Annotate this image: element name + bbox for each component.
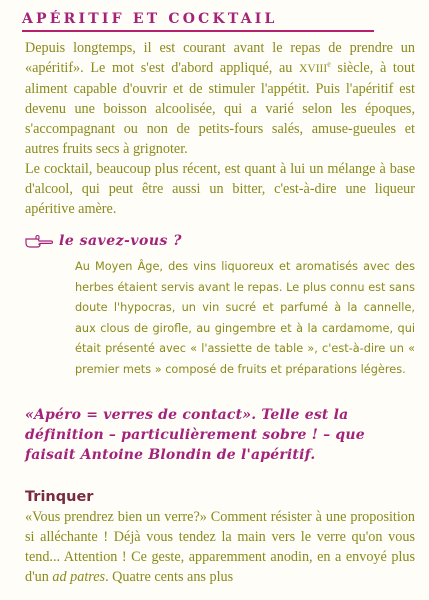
trinquer-italic: ad patres — [52, 568, 106, 585]
page — [22, 10, 415, 587]
savez-vous-heading — [25, 233, 415, 249]
intro-paragraph-2: Le cocktail, beaucoup plus récent, est quant à lui un mélange à base d'alcool, qui peut être aussi un bitter, c'est-à-dire une liqueur apéritive amère. — [25, 161, 415, 217]
blondin-quote: «Apéro = verres de contact». Telle est la définition – particulièrement sobre ! – que faisait Antoine Blondin de l'apéritif. — [25, 406, 365, 463]
intro-paragraph-1 — [25, 38, 415, 159]
trinquer-text-a: «Vous prendrez bien un verre?» Comment résister à une proposition si alléchante ! Déjà vous tendez la main vers le verre qu'on vous tend... Attention ! Ce geste, apparemment anodin, en a envoyé plus d'un — [25, 508, 415, 585]
century-superscript: e — [327, 59, 331, 69]
savez-vous-text: Au Moyen Âge, des vins liquoreux et aromatisés avec des herbes étaient servis avant le repas. Le plus connu est sans doute l'hypocras, un vin sucré et parfumé à la cannelle, aux clous de girofle, au gingembre et à la cardamome, qui était présenté avec « l'assiette de table », c'est-à-dire un « premier mets » composé de fruits et préparations légères. — [75, 260, 415, 376]
century-numeral: XVIII — [299, 63, 328, 75]
trinquer-heading: Trinquer — [25, 488, 94, 505]
trinquer-paragraph — [25, 507, 415, 587]
pointing-hand-icon — [25, 234, 53, 248]
trinquer-text-b: . Quatre cents ans plus — [105, 568, 234, 585]
section-heading: APÉRITIF ET COCKTAIL — [22, 10, 374, 32]
savez-vous-label: le savez-vous ? — [59, 233, 182, 249]
intro-text-b: siècle, à tout aliment capable d'ouvrir et de stimuler l'appétit. Puis l'apéritif est devenu une boisson alcoolisée, qui a varié selon les époques, s'accompagnant ou non de petits-fours salés, amuse-gueules et autres fruits secs à grignoter. — [25, 60, 415, 157]
intro-text-a: Depuis longtemps, il est courant avant le repas de prendre un «apéritif». Le mot s'est d'abord appliqué, au — [25, 40, 415, 76]
